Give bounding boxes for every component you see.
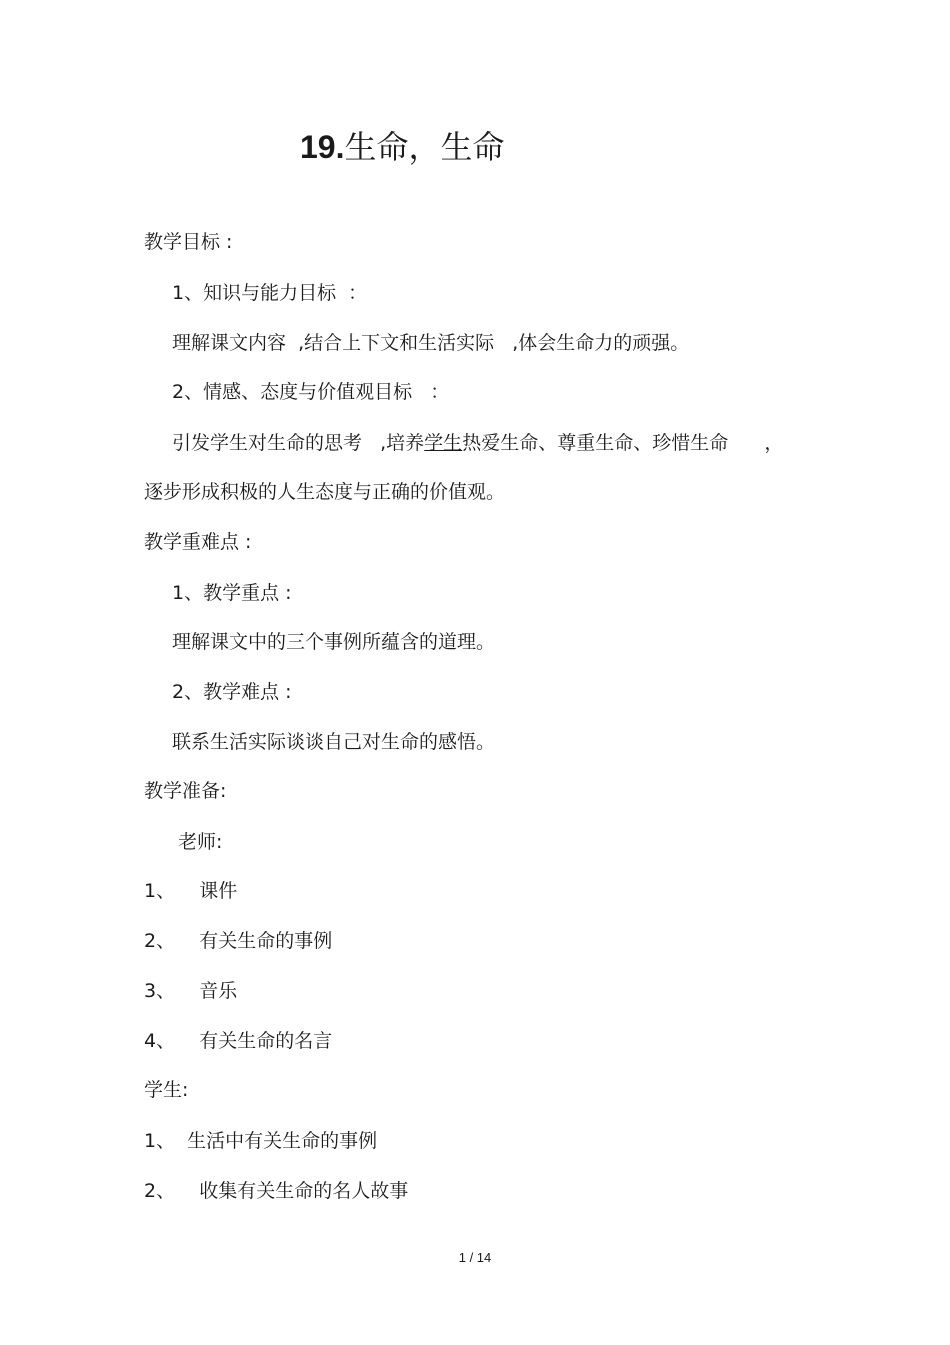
page-number: 1 / 14 (458, 1250, 492, 1265)
section-heading-keypoints: 教学重难点 : (144, 531, 252, 553)
objective-2-heading: 2、情感、态度与价值观目标 ： (172, 381, 450, 403)
section-heading-preparation: 教学准备: (144, 780, 227, 802)
list-item: 1、 课件 (144, 880, 238, 902)
difficulty-text: 联系生活实际谈谈自己对生命的感悟。 (172, 731, 496, 753)
objective-2-text-part-c: 热爱生命、尊重生命、珍惜生命 ， (462, 432, 784, 454)
objective-2-text (172, 431, 783, 455)
objective-1-heading: 1、知识与能力目标 ： (172, 282, 368, 304)
teacher-label: 老师: (178, 831, 223, 853)
section-heading-objectives: 教学目标 : (144, 231, 233, 253)
objective-2-text-part-a: 引发学生对生命的思考 ,培养 (172, 432, 425, 454)
list-item: 2、 有关生命的事例 (144, 930, 333, 952)
student-label: 学生: (144, 1079, 189, 1101)
list-item: 2、 收集有关生命的名人故事 (144, 1180, 409, 1202)
objective-1-text: 理解课文内容 ,结合上下文和生活实际 ,体会生命力的顽强。 (172, 332, 690, 354)
keypoint-heading: 1、教学重点 : (172, 582, 292, 604)
keypoint-text: 理解课文中的三个事例所蕴含的道理。 (172, 631, 496, 653)
difficulty-heading: 2、教学难点 : (172, 681, 292, 703)
list-item: 3、 音乐 (144, 980, 238, 1002)
objective-2-text-cont: 逐步形成积极的人生态度与正确的价值观。 (144, 481, 506, 503)
title-number: 19. (300, 129, 345, 165)
objective-2-text-underlined: 学生 (424, 432, 463, 454)
list-item: 1、 生活中有关生命的事例 (144, 1130, 378, 1152)
list-item: 4、 有关生命的名言 (144, 1030, 333, 1052)
title-text: 生命，生命 (344, 128, 505, 166)
page-title (300, 126, 505, 168)
